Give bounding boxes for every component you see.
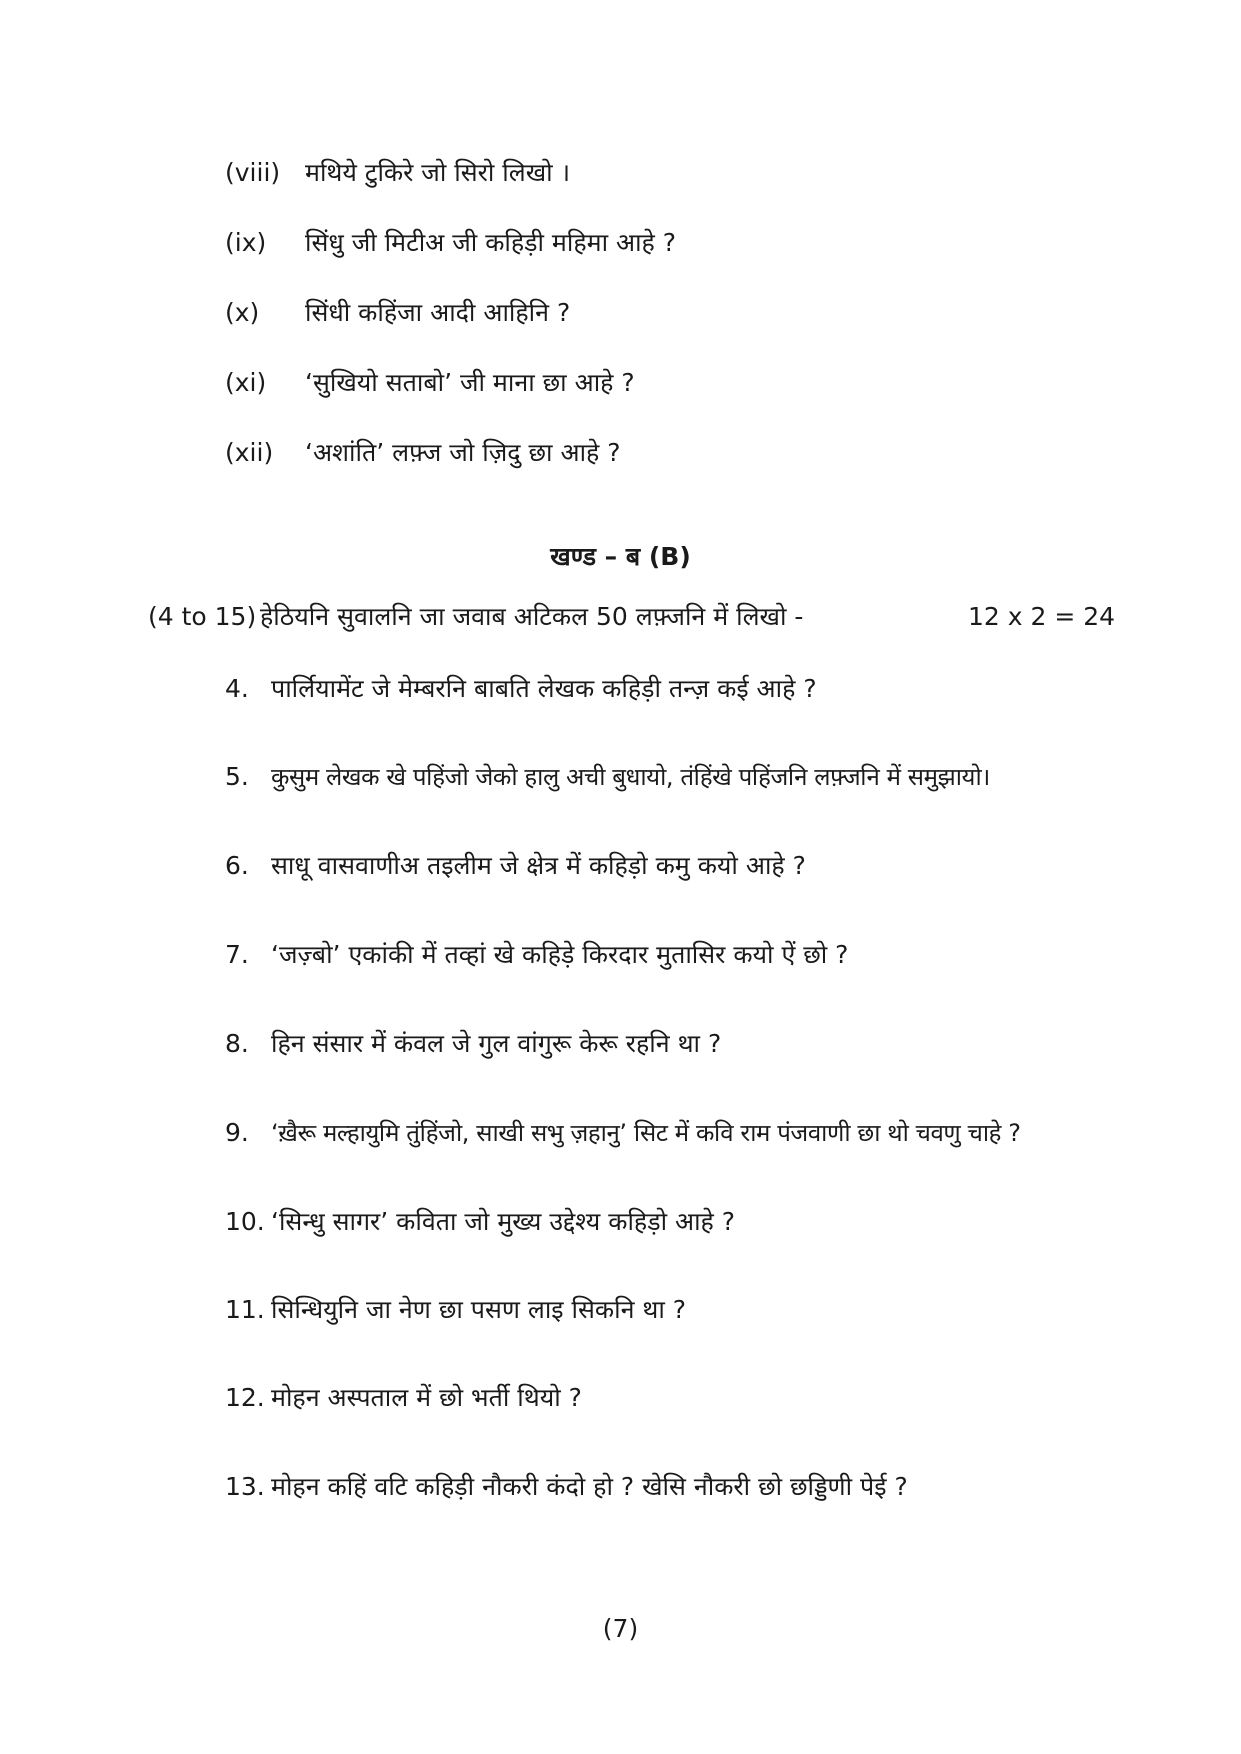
question-number: (xii)	[225, 438, 274, 467]
question-text: हिन संसार में कंवल जे गुल वांगुरू केरू रहनि था ?	[271, 1029, 722, 1058]
question-text: साधू वासवाणीअ तइलीम जे क्षेत्र में कहिड़ो कमु कयो आहे ?	[271, 851, 806, 880]
question-number: 8.	[225, 1029, 249, 1058]
question-text: ‘सिन्धु सागर’ कविता जो मुख्य उद्देश्य कहिड़ो आहे ?	[271, 1207, 736, 1236]
question-text: सिंधु जी मिटीअ जी कहिड़ी महिमा आहे ?	[305, 228, 677, 257]
question-number: 5.	[225, 762, 249, 791]
question-number: 6.	[225, 851, 249, 880]
question-number: 4.	[225, 674, 249, 703]
question-number: 13.	[225, 1472, 265, 1501]
question-text: सिन्धियुनि जा नेण छा पसण लाइ सिकनि था ?	[271, 1295, 687, 1324]
section-b-title: खण्ड – ब (B)	[550, 542, 691, 571]
question-text: कुसुम लेखक खे पहिंजो जेको हालु अची बुधायो, तंहिंखे पहिंजनि लफ़्जनि में समुझायो।	[271, 763, 990, 791]
instruction-marks: 12 x 2 = 24	[968, 602, 1116, 631]
question-text: सिंधी कहिंजा आदी आहिनि ?	[305, 298, 571, 327]
question-number: (viii)	[225, 158, 281, 187]
instruction-text: हेठियनि सुवालनि जा जवाब अटिकल 50 लफ़्जनि में लिखो -	[260, 602, 804, 631]
question-number: (x)	[225, 298, 260, 327]
question-text: ‘अशांति’ लफ़्ज जो ज़िदु छा आहे ?	[305, 438, 621, 467]
question-number: 12.	[225, 1383, 265, 1412]
question-number: (xi)	[225, 368, 267, 397]
question-text: ‘जज़्बो’ एकांकी में तव्हां खे कहिड़े किरदार मुतासिर कयो ऐं छो ?	[271, 940, 849, 969]
question-number: 10.	[225, 1207, 265, 1236]
question-number: 7.	[225, 940, 249, 969]
question-number: (ix)	[225, 228, 267, 257]
question-text: ‘सुखियो सताबो’ जी माना छा आहे ?	[305, 368, 635, 397]
question-text: मोहन कहिं वटि कहिड़ी नौकरी कंदो हो ? खेसि नौकरी छो छड्डिणी पेई ?	[271, 1472, 908, 1501]
instruction-range: (4 to 15)	[148, 602, 257, 631]
question-text: ‘ख़ैरू मल्हायुमि तुंहिंजो, साखी सभु ज़हानु’ सिट में कवि राम पंजवाणी छा थो चवणु चाहे ?	[271, 1119, 1021, 1147]
question-text: पार्लियामेंट जे मेम्बरनि बाबति लेखक कहिड़ी तन्ज़ कई आहे ?	[271, 674, 817, 703]
page-number: (7)	[602, 1614, 639, 1643]
question-text: मोहन अस्पताल में छो भर्ती थियो ?	[271, 1383, 582, 1412]
question-number: 11.	[225, 1295, 265, 1324]
question-number: 9.	[225, 1118, 249, 1147]
question-text: मथिये टुकिरे जो सिरो लिखो ।	[305, 158, 571, 187]
